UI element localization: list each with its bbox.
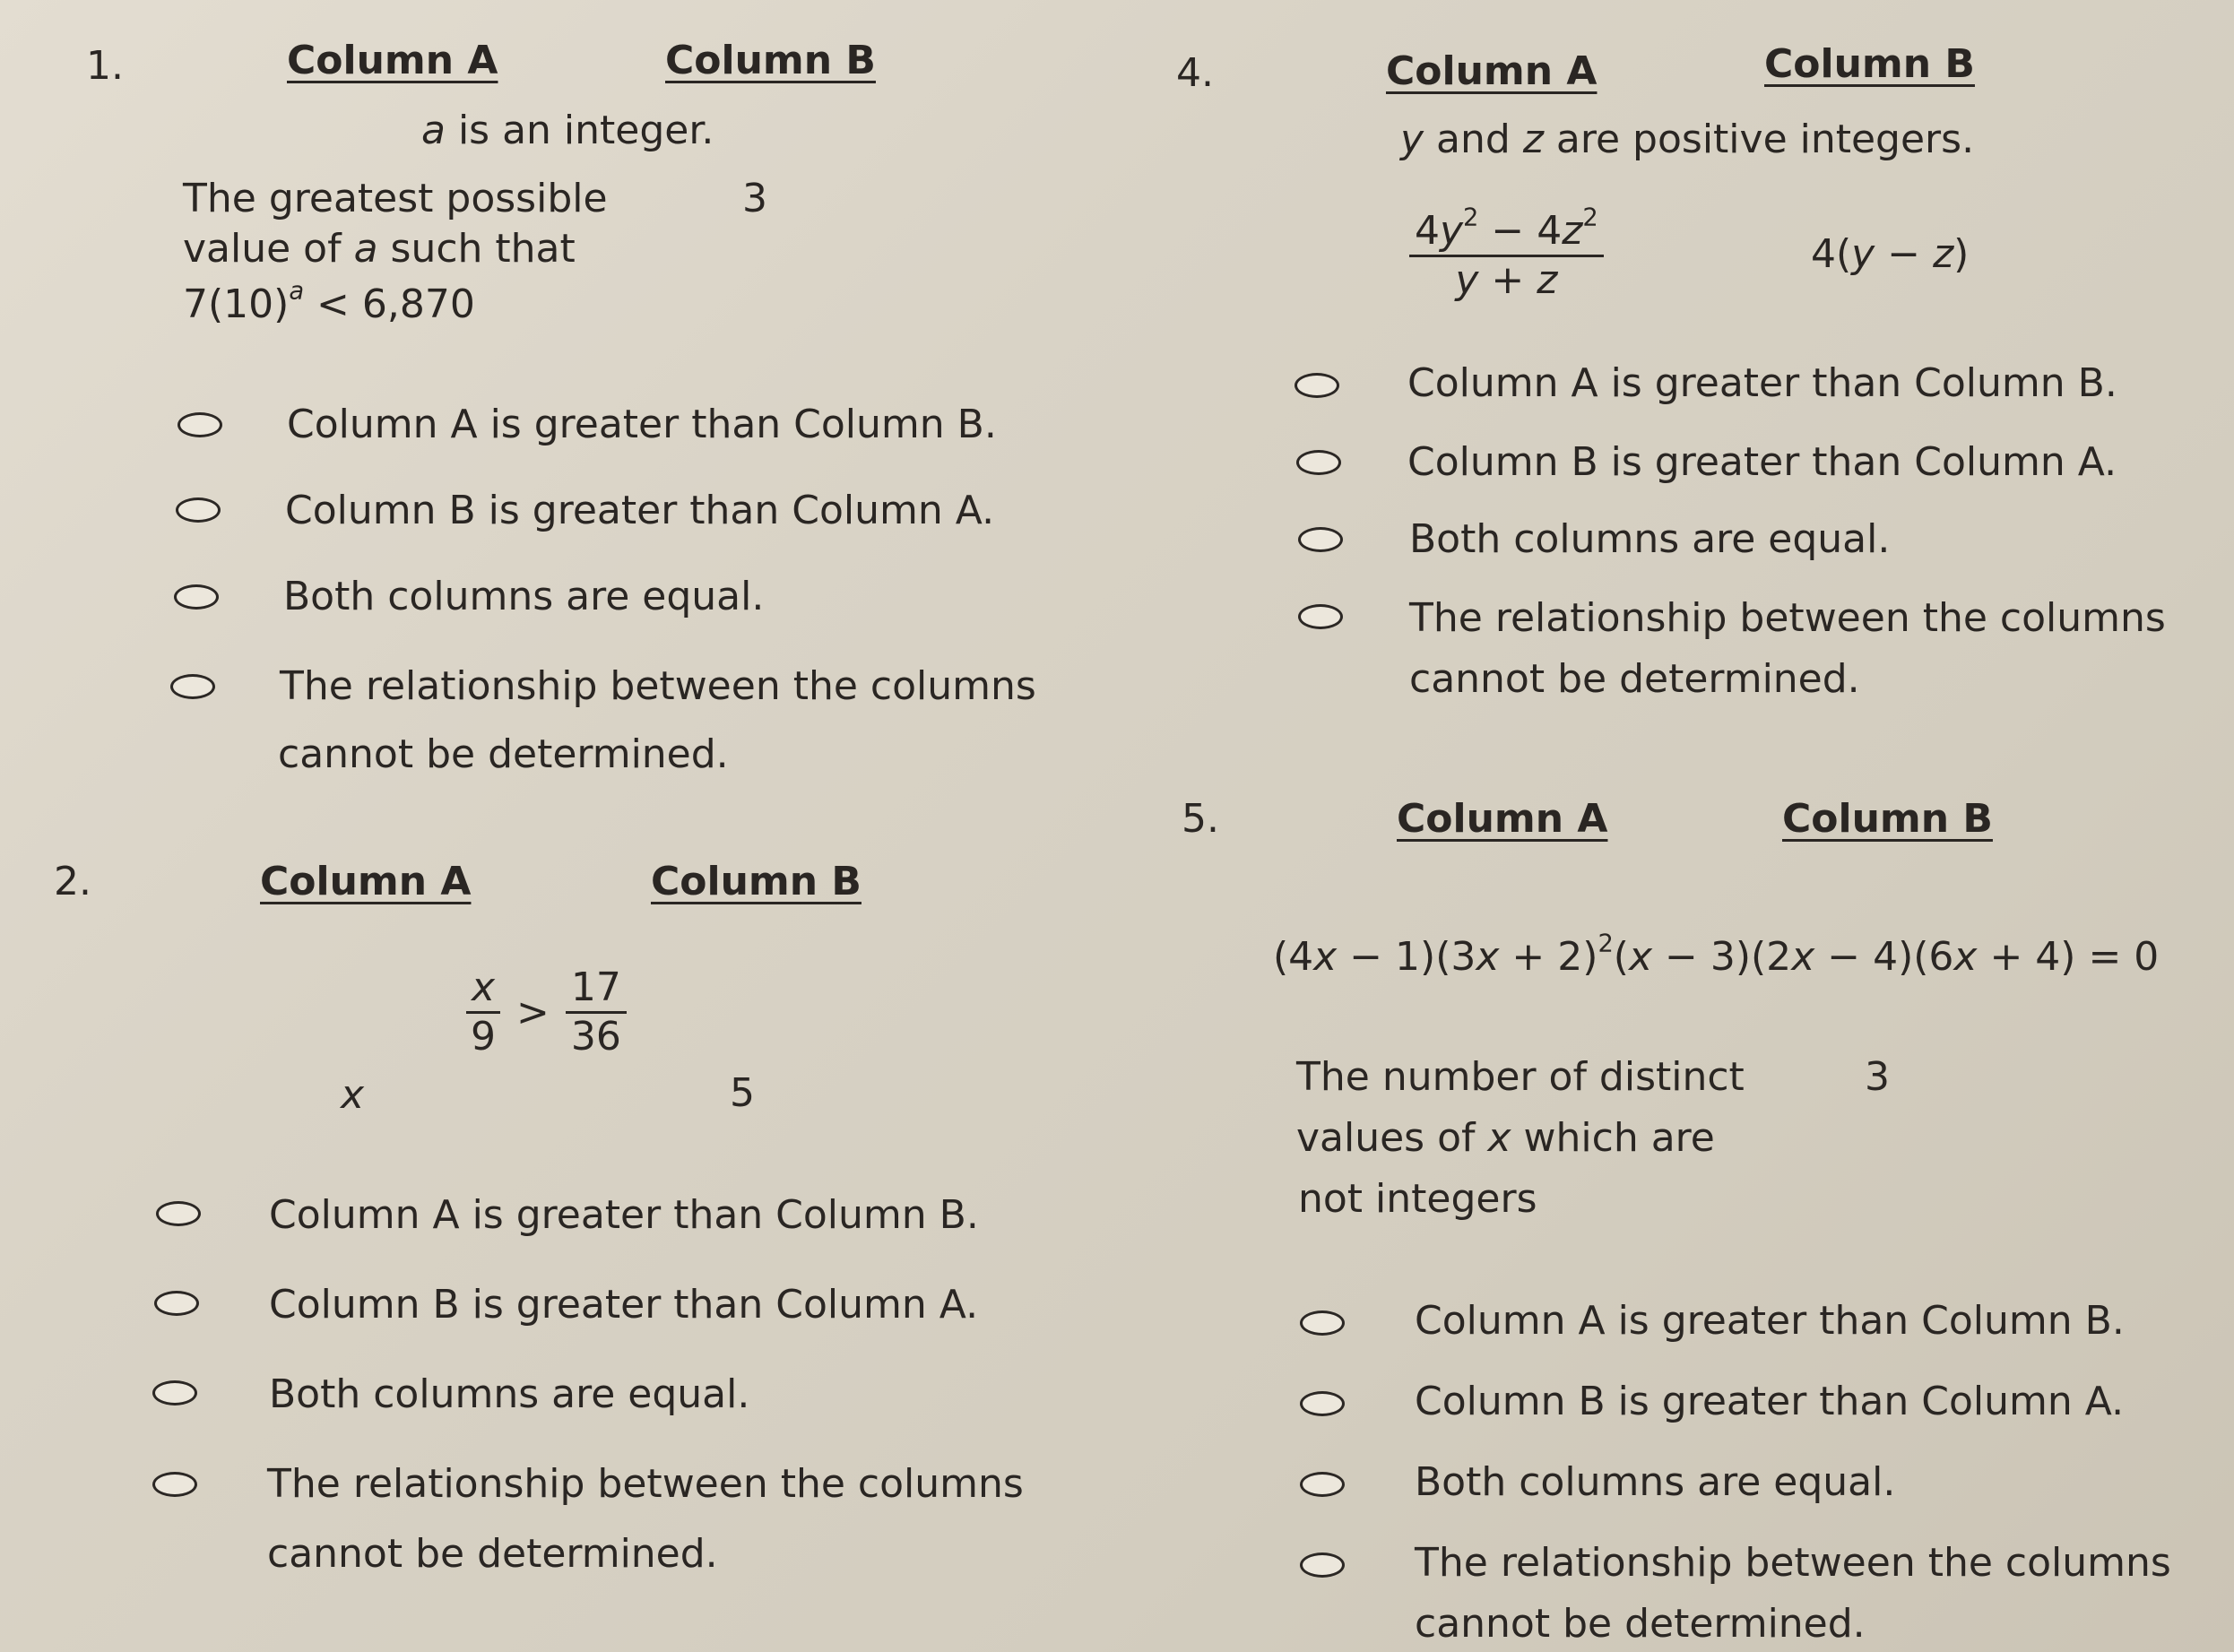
fraction-numerator: $4y^2 - 4z^2$: [1409, 212, 1604, 257]
answer-bubble-c[interactable]: [1298, 527, 1343, 552]
answer-bubble-b[interactable]: [154, 1291, 199, 1316]
column-a-header: Column A: [260, 859, 472, 904]
column-b-expression: 4(y − z): [1811, 231, 1970, 277]
choice-c-label: Both columns are equal.: [1409, 516, 1891, 562]
choice-d-label-line2: cannot be determined.: [1409, 656, 1860, 702]
column-a-text-line1: The greatest possible: [183, 176, 608, 221]
answer-bubble-b[interactable]: [1300, 1391, 1345, 1416]
column-b-value: 3: [1865, 1054, 1890, 1100]
choice-a-label: Column A is greater than Column B.: [1407, 360, 2117, 406]
choice-c-label: Both columns are equal.: [1415, 1459, 1896, 1505]
column-a-text-line1: The number of distinct: [1296, 1054, 1745, 1100]
question-number: 2.: [54, 859, 91, 904]
condition-equation: $(4x - 1)(3x + 2)^2(x - 3)(2x - 4)(6x + 4) = 0$: [1273, 930, 2160, 980]
question-number: 5.: [1182, 796, 1219, 842]
column-a-text-line2: values of x which are: [1296, 1115, 1715, 1161]
choice-c-label: Both columns are equal.: [269, 1371, 750, 1417]
choice-d-label-line1: The relationship between the columns: [1409, 595, 2166, 641]
choice-d-label-line2: cannot be determined.: [278, 731, 729, 777]
column-b-header: Column B: [1782, 796, 1993, 842]
column-a-text-line2: value of a such that: [183, 226, 576, 272]
column-a-header: Column A: [287, 38, 498, 83]
answer-bubble-c[interactable]: [152, 1380, 197, 1405]
choice-c-label: Both columns are equal.: [283, 574, 765, 619]
answer-bubble-b[interactable]: [176, 497, 221, 523]
answer-bubble-d[interactable]: [1300, 1553, 1345, 1578]
choice-a-label: Column A is greater than Column B.: [287, 402, 997, 447]
column-b-header: Column B: [651, 859, 862, 904]
answer-bubble-d[interactable]: [1298, 604, 1343, 629]
question-number: 4.: [1176, 50, 1214, 96]
choice-d-label-line1: The relationship between the columns: [267, 1461, 1024, 1507]
condition: y and z are positive integers.: [1400, 117, 1975, 162]
answer-bubble-d[interactable]: [170, 674, 215, 699]
column-b-value: 3: [742, 176, 767, 221]
column-a-text-line3: not integers: [1298, 1176, 1537, 1222]
choice-d-label-line1: The relationship between the columns: [1415, 1540, 2171, 1586]
column-a-header: Column A: [1386, 48, 1598, 94]
answer-bubble-a[interactable]: [156, 1201, 201, 1226]
fraction-x-over-9: $\frac{x}{9}$: [466, 968, 500, 1057]
fraction-17-over-36: $\frac{17}{36}$: [566, 968, 627, 1057]
column-a-expression: $7(10)^a < 6,870$: [183, 277, 475, 327]
condition-inequality: $\frac{x}{9}$ > $\frac{17}{36}$: [466, 968, 627, 1057]
choice-d-label-line2: cannot be determined.: [1415, 1601, 1866, 1647]
choice-b-label: Column B is greater than Column A.: [285, 488, 995, 533]
choice-b-label: Column B is greater than Column A.: [1415, 1379, 2125, 1424]
choice-a-label: Column A is greater than Column B.: [1415, 1298, 2125, 1344]
column-a-fraction: [1409, 203, 1604, 303]
answer-bubble-a[interactable]: [1295, 373, 1339, 398]
answer-bubble-c[interactable]: [174, 584, 219, 610]
fraction-denominator: y + z: [1455, 257, 1558, 303]
answer-bubble-a[interactable]: [178, 412, 222, 437]
choice-b-label: Column B is greater than Column A.: [269, 1282, 979, 1328]
column-a-header: Column A: [1397, 796, 1608, 842]
choice-d-label-line1: The relationship between the columns: [280, 663, 1036, 709]
answer-bubble-b[interactable]: [1296, 450, 1341, 475]
choice-d-label-line2: cannot be determined.: [267, 1531, 718, 1577]
column-b-header: Column B: [665, 38, 876, 83]
answer-bubble-c[interactable]: [1300, 1472, 1345, 1497]
column-a-value: x: [341, 1072, 365, 1118]
question-number: 1.: [86, 43, 124, 89]
column-b-header: Column B: [1764, 41, 1975, 87]
column-b-value: 5: [730, 1070, 755, 1116]
condition: a is an integer.: [421, 108, 714, 153]
answer-bubble-a[interactable]: [1300, 1310, 1345, 1336]
answer-bubble-d[interactable]: [152, 1472, 197, 1497]
choice-b-label: Column B is greater than Column A.: [1407, 439, 2117, 485]
choice-a-label: Column A is greater than Column B.: [269, 1192, 979, 1238]
